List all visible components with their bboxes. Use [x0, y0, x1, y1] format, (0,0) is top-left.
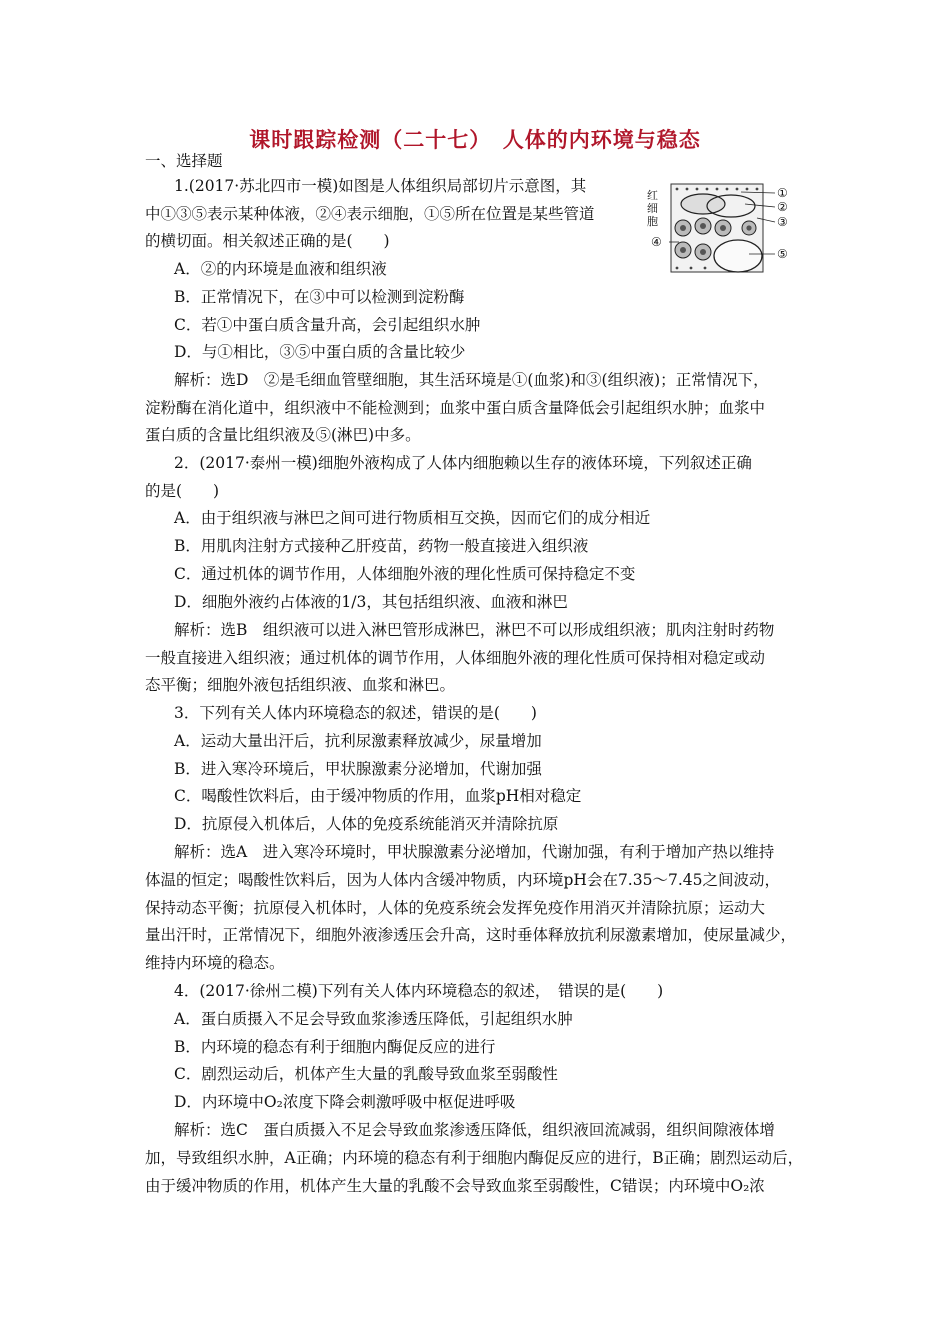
q3-option-c: C．喝酸性饮料后，由于缓冲物质的作用，血浆pH相对稳定 — [174, 787, 582, 805]
q2-option-d: D．细胞外液约占体液的1/3，其包括组织液、血液和淋巴 — [174, 593, 568, 611]
q4-option-a: A．蛋白质摄入不足会导致血浆渗透压降低，引起组织水肿 — [174, 1010, 573, 1028]
q1-analysis-line-3: 蛋白质的含量比组织液及⑤(淋巴)中多。 — [145, 426, 421, 444]
q1-option-d: D．与①相比，③⑤中蛋白质的含量比较少 — [174, 343, 466, 361]
q3-analysis-line-3: 保持动态平衡；抗原侵入机体时，人体的免疫系统会发挥免疫作用消灭并清除抗原；运动大 — [145, 899, 766, 917]
side-label-char-2: 细 — [647, 202, 658, 215]
q2-option-a: A．由于组织液与淋巴之间可进行物质相互交换，因而它们的成分相近 — [174, 509, 651, 527]
side-label-char-3: 胞 — [647, 215, 658, 228]
q2-analysis-line-2: 一般直接进入组织液；通过机体的调节作用，人体细胞外液的理化性质可保持相对稳定或动 — [145, 649, 766, 667]
side-label — [647, 189, 658, 228]
marker-5: ⑤ — [777, 247, 788, 261]
marker-2: ② — [777, 200, 788, 214]
marker-1: ① — [777, 186, 788, 200]
q3-option-d: D．抗原侵入机体后，人体的免疫系统能消灭并清除抗原 — [174, 815, 559, 833]
q3-analysis-line-5: 维持内环境的稳态。 — [145, 954, 285, 972]
q4-option-b: B．内环境的稳态有利于细胞内酶促反应的进行 — [174, 1038, 496, 1056]
q2-analysis-line-3: 态平衡；细胞外液包括组织液、血浆和淋巴。 — [145, 676, 456, 694]
marker-3: ③ — [777, 215, 788, 229]
page-title: 课时跟踪检测（二十七） 人体的内环境与稳态 — [249, 128, 701, 152]
q3-option-a: A．运动大量出汗后，抗利尿激素释放减少，尿量增加 — [174, 732, 542, 750]
q2-stem-line-1: 2．(2017·泰州一模)细胞外液构成了人体内细胞赖以生存的液体环境，下列叙述正确 — [174, 454, 752, 472]
q4-option-c: C．剧烈运动后，机体产生大量的乳酸导致血浆至弱酸性 — [174, 1065, 558, 1083]
q3-analysis-line-1: 解析：选A 进入寒冷环境时，甲状腺激素分泌增加，代谢加强，有利于增加产热以维持 — [174, 843, 775, 861]
q1-analysis-line-2: 淀粉酶在消化道中，组织液中不能检测到；血浆中蛋白质含量降低会引起组织水肿；血浆中 — [145, 399, 766, 417]
q2-analysis-line-1: 解析：选B 组织液可以进入淋巴管形成淋巴，淋巴不可以形成组织液；肌肉注射时药物 — [174, 621, 775, 639]
tissue-section-figure — [645, 180, 800, 278]
q1-option-a: A．②的内环境是血液和组织液 — [174, 260, 387, 278]
side-label-char-1: 红 — [647, 189, 658, 202]
q1-analysis-line-1: 解析：选D ②是毛细血管壁细胞，其生活环境是①(血浆)和③(组织液)；正常情况下， — [174, 371, 769, 389]
q4-option-d: D．内环境中O₂浓度下降会刺激呼吸中枢促进呼吸 — [174, 1093, 516, 1111]
q3-stem: 3．下列有关人体内环境稳态的叙述，错误的是( ) — [174, 704, 537, 722]
q4-analysis-line-1: 解析：选C 蛋白质摄入不足会导致血浆渗透压降低，组织液回流减弱，组织间隙液体增 — [174, 1121, 775, 1139]
lymph-vessel — [714, 240, 762, 272]
q3-option-b: B．进入寒冷环境后，甲状腺激素分泌增加，代谢加强 — [174, 760, 542, 778]
section-heading: 一、选择题 — [145, 152, 223, 170]
q3-analysis-line-2: 体温的恒定；喝酸性饮料后，因为人体内含缓冲物质，内环境pH会在7.35～7.45之间波动， — [145, 871, 780, 889]
q3-analysis-line-4: 量出汗时，正常情况下，细胞外液渗透压会升高，这时垂体释放抗利尿激素增加，使尿量减少， — [145, 926, 797, 944]
q2-stem-line-2: 的是( ) — [145, 482, 220, 500]
q1-stem-line-1: 1.(2017·苏北四市一模)如图是人体组织局部切片示意图，其 — [174, 177, 587, 195]
q1-stem-line-3: 的横切面。相关叙述正确的是( ) — [145, 232, 390, 250]
q2-option-b: B．用肌肉注射方式接种乙肝疫苗，药物一般直接进入组织液 — [174, 537, 589, 555]
q1-stem-line-2: 中①③⑤表示某种体液，②④表示细胞，①⑤所在位置是某些管道 — [145, 205, 595, 223]
q4-stem: 4．(2017·徐州二模)下列有关人体内环境稳态的叙述， 错误的是( ) — [174, 982, 664, 1000]
marker-4: ④ — [651, 235, 662, 249]
q4-analysis-line-3: 由于缓冲物质的作用，机体产生大量的乳酸不会导致血浆至弱酸性，C错误；内环境中O₂浓 — [145, 1177, 765, 1195]
q1-option-b: B．正常情况下，在③中可以检测到淀粉酶 — [174, 288, 465, 306]
q1-option-c: C．若①中蛋白质含量升高，会引起组织水肿 — [174, 316, 481, 334]
q2-option-c: C．通过机体的调节作用，人体细胞外液的理化性质可保持稳定不变 — [174, 565, 636, 583]
q4-analysis-line-2: 加，导致组织水肿，A正确；内环境的稳态有利于细胞内酶促反应的进行，B正确；剧烈运动后， — [145, 1149, 804, 1167]
